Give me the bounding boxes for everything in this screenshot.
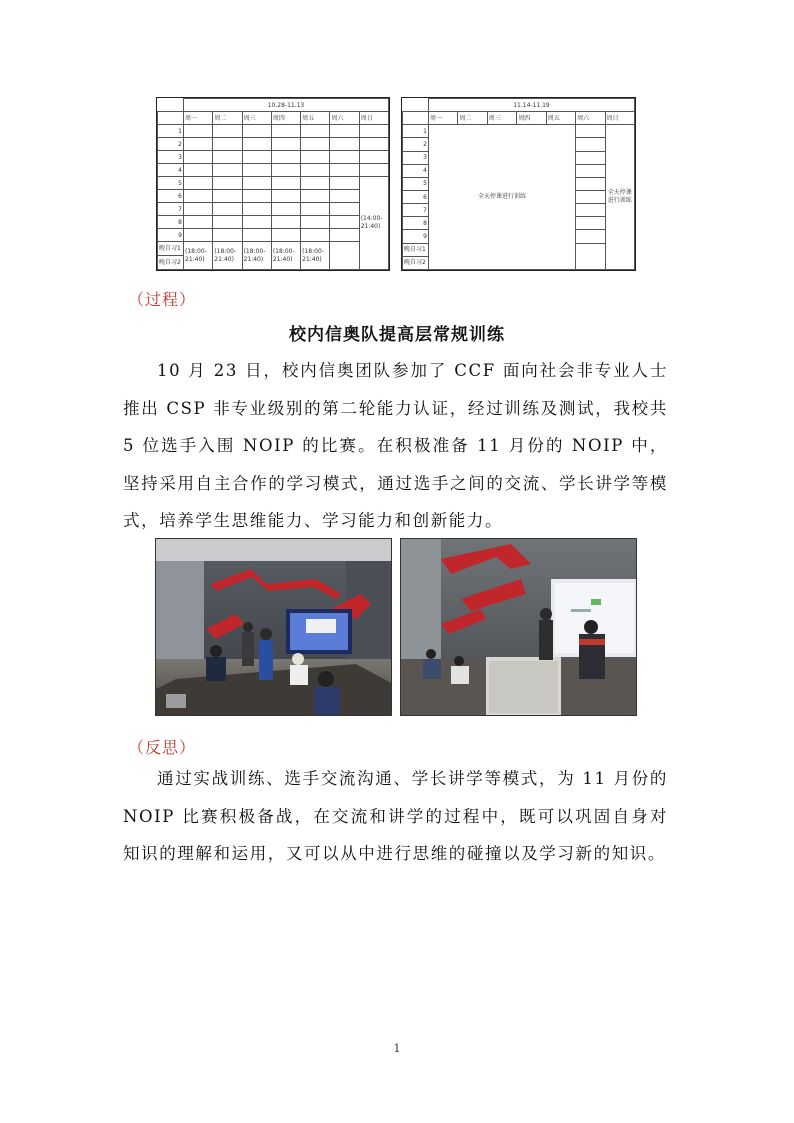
period-label: 9 — [158, 229, 184, 242]
period-label: 3 — [403, 151, 429, 164]
merged-training-cell: 全天停课进行训练 — [429, 125, 576, 270]
day-header: 周一 — [184, 112, 213, 125]
period-label: 6 — [403, 190, 429, 203]
weekday-time: (18:00-21:40) — [242, 242, 271, 270]
weekday-time: (18:00-21:40) — [301, 242, 330, 270]
period-label: 1 — [403, 125, 429, 138]
period-label: 7 — [158, 203, 184, 216]
sunday-time: (14:00-21:40) — [359, 177, 388, 270]
weekday-time: (18:00-21:40) — [184, 242, 213, 270]
day-header: 周四 — [517, 112, 546, 125]
period-label: 1 — [158, 125, 184, 138]
day-header: 周六 — [576, 112, 605, 125]
evening-label: 晚自习2 — [158, 256, 184, 270]
process-label: （过程） — [128, 290, 197, 309]
period-label: 2 — [158, 138, 184, 151]
day-header: 周一 — [429, 112, 458, 125]
day-header: 周三 — [487, 112, 516, 125]
period-label: 3 — [158, 151, 184, 164]
evening-label: 晚自习1 — [403, 243, 429, 256]
period-label: 8 — [158, 216, 184, 229]
day-header: 周五 — [301, 112, 330, 125]
reflection-label: （反思） — [128, 738, 197, 757]
period-label: 9 — [403, 230, 429, 243]
period-label: 7 — [403, 204, 429, 217]
schedule-table-2 — [401, 97, 636, 271]
period-label: 5 — [158, 177, 184, 190]
evening-label: 晚自习2 — [403, 256, 429, 269]
period-label: 6 — [158, 190, 184, 203]
reflection-paragraph: 通过实战训练、选手交流沟通、学长讲学等模式，为 11 月份的 NOIP 比赛积极备战，在交流和讲学的过程中，既可以巩固自身对知识的理解和运用，又可以从中进行思维的碰撞以及学习新的知识。 — [123, 769, 668, 863]
training-photo-2 — [400, 538, 637, 716]
day-header: 周六 — [330, 112, 359, 125]
day-header: 周日 — [605, 112, 634, 125]
schedule-2-title: 11.14-11.19 — [429, 99, 635, 112]
period-label: 4 — [158, 164, 184, 177]
page-number: 1 — [393, 1042, 401, 1055]
period-label: 5 — [403, 177, 429, 190]
schedule-1-title: 10.28-11.13 — [184, 99, 389, 112]
sunday-training-cell: 全天停课进行训练 — [605, 125, 634, 270]
day-header: 周四 — [271, 112, 300, 125]
training-photo-1 — [155, 538, 392, 716]
process-paragraph: 10 月 23 日，校内信奥团队参加了 CCF 面向社会非专业人士推出 CSP 非专业级别的第二轮能力认证，经过训练及测试，我校共 5 位选手入围 NOIP 的比赛。在积极准备 11 月份的 NOIP 中，坚持采用自主合作的学习模式，通过选手之间的交流、学长讲学等模式，培养学生思维能力、学习能力和创新能力。 — [123, 361, 668, 530]
day-header: 周二 — [458, 112, 487, 125]
schedule-table-1 — [156, 97, 390, 271]
period-label: 4 — [403, 164, 429, 177]
section-heading: 校内信奥队提高层常规训练 — [289, 325, 505, 345]
day-header: 周日 — [359, 112, 388, 125]
period-label: 2 — [403, 138, 429, 151]
weekday-time: (18:00-21:40) — [213, 242, 242, 270]
period-label: 8 — [403, 217, 429, 230]
day-header: 周二 — [213, 112, 242, 125]
evening-label: 晚自习1 — [158, 242, 184, 256]
day-header: 周三 — [242, 112, 271, 125]
day-header: 周五 — [546, 112, 575, 125]
weekday-time: (18:00-21:40) — [271, 242, 300, 270]
